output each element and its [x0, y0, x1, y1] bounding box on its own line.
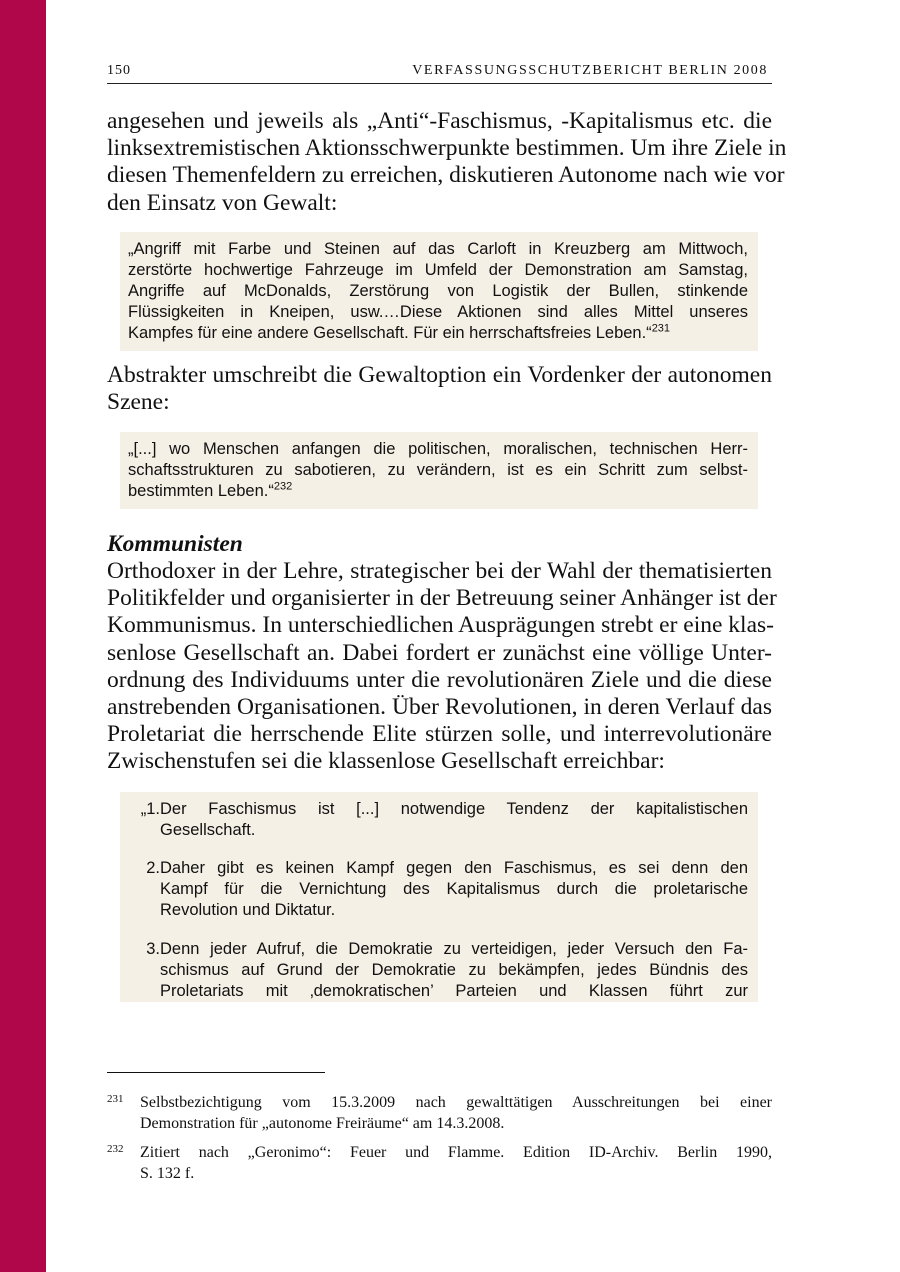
quote-line: zerstörte hochwertige Fahrzeuge im Umfeld der Demonstration am Samstag, — [128, 261, 748, 279]
list-line: Kampf für die Vernichtung des Kapitalismus durch die proletarische — [160, 880, 748, 898]
quote-line: Angriffe auf McDonalds, Zerstörung von Logistik der Bullen, stinkende — [128, 282, 748, 300]
footnote-separator — [107, 1072, 325, 1073]
list-line: Daher gibt es keinen Kampf gegen den Faschismus, es sei denn den — [160, 859, 748, 877]
body-paragraph-2 — [107, 362, 772, 416]
footnote-ref-232[interactable]: 232 — [273, 480, 293, 493]
text-line: angesehen und jeweils als „Anti“-Faschismus, -Kapitalismus etc. die — [107, 108, 772, 134]
footnote-number: 231 — [107, 1093, 124, 1105]
text-line: Kommunismus. In unterschiedlichen Ausprägungen strebt er eine klas- — [107, 612, 774, 639]
running-header — [107, 63, 772, 84]
text-line: Szene: — [107, 389, 170, 416]
list-marker: „1. — [140, 800, 160, 818]
text-line: Proletariat die herrschende Elite stürzen solle, und interrevolutionäre — [107, 721, 772, 748]
text-line: den Einsatz von Gewalt: — [107, 189, 338, 216]
quote-line: „[...] wo Menschen anfangen die politischen, moralischen, technischen Herr- — [128, 440, 748, 458]
list-line: Proletariats mit ‚demokratischen’ Parteien und Klassen führt zur — [160, 982, 748, 1000]
list-line: Gesellschaft. — [160, 821, 256, 839]
list-line: schismus auf Grund der Demokratie zu bekämpfen, jedes Bündnis des — [160, 961, 748, 979]
footnote-line: Zitiert nach „Geronimo“: Feuer und Flamme. Edition ID-Archiv. Berlin 1990, — [140, 1144, 772, 1161]
text-line: senlose Gesellschaft an. Dabei fordert er zunächst eine völlige Unter- — [107, 639, 772, 666]
text-line: ordnung des Individuums unter die revolutionären Ziele und die diese — [107, 666, 772, 693]
block-quote-2 — [120, 432, 758, 509]
page-number: 150 — [107, 63, 131, 78]
text-line: Zwischenstufen sei die klassenlose Gesellschaft erreichbar: — [107, 748, 665, 775]
list-line: Der Faschismus ist [...] notwendige Tendenz der kapitalistischen — [160, 800, 748, 818]
footnote-line: Selbstbezichtigung vom 15.3.2009 nach gewalttätigen Ausschreitungen bei einer — [140, 1094, 772, 1111]
quote-line: Kampfes für eine andere Gesellschaft. Für ein herrschaftsfreies Leben.“ — [128, 324, 652, 342]
numbered-quote-list — [120, 792, 758, 1002]
text-line: linksextremistischen Aktionsschwerpunkte bestimmen. Um ihre Ziele in — [107, 135, 787, 162]
footnote-line: S. 132 f. — [140, 1165, 195, 1182]
footnote-number: 232 — [107, 1143, 124, 1155]
list-marker: 2. — [146, 859, 160, 877]
text-line: anstrebenden Organisationen. Über Revolutionen, in deren Verlauf das — [107, 694, 772, 721]
list-line: Denn jeder Aufruf, die Demokratie zu verteidigen, jeder Versuch den Fa- — [160, 940, 748, 958]
running-title: VERFASSUNGSSCHUTZBERICHT BERLIN 2008 — [412, 63, 768, 78]
quote-line: schaftsstrukturen zu sabotieren, zu verändern, ist es ein Schritt zum selbst- — [128, 461, 748, 479]
quote-line: bestimmten Leben.“ — [128, 482, 274, 500]
text-line: diesen Themenfeldern zu erreichen, diskutieren Autonome nach wie vor — [107, 162, 785, 189]
quote-line: Flüssigkeiten in Kneipen, usw.…Diese Aktionen sind alles Mittel unseres — [128, 303, 748, 321]
list-marker: 3. — [146, 940, 160, 958]
text-line: Abstrakter umschreibt die Gewaltoption ein Vordenker der autonomen — [107, 362, 772, 388]
section-heading: Kommunisten — [107, 531, 243, 557]
block-quote-1 — [120, 232, 758, 351]
footnote-line: Demonstration für „autonome Freiräume“ am 14.3.2008. — [140, 1115, 505, 1132]
quote-line: „Angriff mit Farbe und Steinen auf das Carloft in Kreuzberg am Mittwoch, — [128, 240, 748, 258]
footnote-ref-231[interactable]: 231 — [651, 322, 671, 335]
page-spine-bar — [0, 0, 46, 1272]
body-paragraph-3 — [107, 558, 777, 776]
text-line: Orthodoxer in der Lehre, strategischer bei der Wahl der thematisierten — [107, 558, 772, 584]
list-line: Revolution und Diktatur. — [160, 901, 336, 919]
text-line: Politikfelder und organisierter in der Betreuung seiner Anhänger ist der — [107, 585, 777, 612]
body-paragraph-1 — [107, 108, 787, 217]
